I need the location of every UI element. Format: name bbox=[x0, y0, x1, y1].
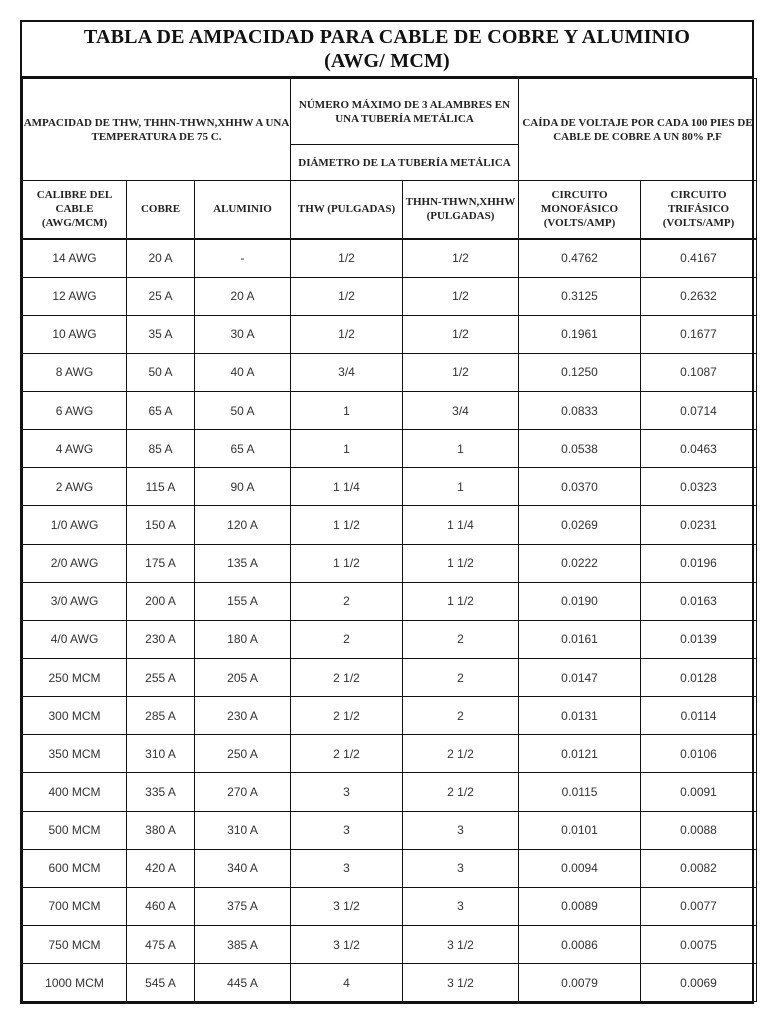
cell-thhn: 3 1/2 bbox=[403, 964, 519, 1002]
table-row bbox=[23, 277, 757, 315]
cell-monofasico: 0.0833 bbox=[519, 392, 641, 430]
cell-aluminio: 445 A bbox=[195, 964, 291, 1002]
cell-aluminio: 250 A bbox=[195, 735, 291, 773]
cell-aluminio: 30 A bbox=[195, 315, 291, 353]
cell-thw: 1/2 bbox=[291, 277, 403, 315]
cell-thhn: 1 1/2 bbox=[403, 582, 519, 620]
cell-calibre: 3/0 AWG bbox=[23, 582, 127, 620]
title-line-2: (AWG/ MCM) bbox=[324, 50, 450, 72]
cell-thhn: 3 1/2 bbox=[403, 926, 519, 964]
cell-trifasico: 0.0077 bbox=[641, 887, 757, 925]
table-row bbox=[23, 659, 757, 697]
cell-trifasico: 0.0128 bbox=[641, 659, 757, 697]
cell-calibre: 4/0 AWG bbox=[23, 620, 127, 658]
table-row bbox=[23, 620, 757, 658]
cell-calibre: 300 MCM bbox=[23, 697, 127, 735]
cell-cobre: 475 A bbox=[127, 926, 195, 964]
cell-cobre: 255 A bbox=[127, 659, 195, 697]
cell-thhn: 1/2 bbox=[403, 277, 519, 315]
cell-thhn: 3 bbox=[403, 887, 519, 925]
cell-aluminio: 135 A bbox=[195, 544, 291, 582]
cell-thw: 2 bbox=[291, 582, 403, 620]
header-aluminio: ALUMINIO bbox=[195, 181, 291, 239]
cell-thw: 2 1/2 bbox=[291, 697, 403, 735]
cell-aluminio: 155 A bbox=[195, 582, 291, 620]
cell-aluminio: 375 A bbox=[195, 887, 291, 925]
cell-calibre: 750 MCM bbox=[23, 926, 127, 964]
cell-thhn: 2 bbox=[403, 620, 519, 658]
cell-thw: 3 1/2 bbox=[291, 887, 403, 925]
cell-monofasico: 0.0121 bbox=[519, 735, 641, 773]
cell-aluminio: 230 A bbox=[195, 697, 291, 735]
cell-cobre: 175 A bbox=[127, 544, 195, 582]
cell-trifasico: 0.0106 bbox=[641, 735, 757, 773]
table-row bbox=[23, 506, 757, 544]
cell-aluminio: 20 A bbox=[195, 277, 291, 315]
cell-trifasico: 0.2632 bbox=[641, 277, 757, 315]
cell-monofasico: 0.0086 bbox=[519, 926, 641, 964]
table-row bbox=[23, 239, 757, 278]
cell-monofasico: 0.1250 bbox=[519, 353, 641, 391]
table-row bbox=[23, 468, 757, 506]
cell-monofasico: 0.0131 bbox=[519, 697, 641, 735]
cell-calibre: 1/0 AWG bbox=[23, 506, 127, 544]
cell-calibre: 2/0 AWG bbox=[23, 544, 127, 582]
cell-aluminio: 310 A bbox=[195, 811, 291, 849]
cell-trifasico: 0.0082 bbox=[641, 849, 757, 887]
table-row bbox=[23, 353, 757, 391]
cell-monofasico: 0.0538 bbox=[519, 430, 641, 468]
cell-calibre: 500 MCM bbox=[23, 811, 127, 849]
cell-thw: 2 1/2 bbox=[291, 735, 403, 773]
cell-cobre: 115 A bbox=[127, 468, 195, 506]
cell-thw: 3 bbox=[291, 811, 403, 849]
table-row bbox=[23, 544, 757, 582]
cell-aluminio: 50 A bbox=[195, 392, 291, 430]
cell-thhn: 1/2 bbox=[403, 239, 519, 278]
table-row bbox=[23, 926, 757, 964]
cell-trifasico: 0.1677 bbox=[641, 315, 757, 353]
table-row bbox=[23, 887, 757, 925]
cell-trifasico: 0.0091 bbox=[641, 773, 757, 811]
cell-monofasico: 0.0161 bbox=[519, 620, 641, 658]
cell-calibre: 6 AWG bbox=[23, 392, 127, 430]
table-row bbox=[23, 430, 757, 468]
cell-cobre: 335 A bbox=[127, 773, 195, 811]
table-body bbox=[23, 239, 757, 1002]
cell-aluminio: 205 A bbox=[195, 659, 291, 697]
cell-monofasico: 0.4762 bbox=[519, 239, 641, 278]
cell-aluminio: 120 A bbox=[195, 506, 291, 544]
cell-thhn: 1 1/2 bbox=[403, 544, 519, 582]
cell-aluminio: 180 A bbox=[195, 620, 291, 658]
header-monofasico: CIRCUITO MONOFÁSICO (VOLTS/AMP) bbox=[519, 181, 641, 239]
cell-thw: 1 1/2 bbox=[291, 506, 403, 544]
cell-thw: 3 bbox=[291, 773, 403, 811]
table-row bbox=[23, 964, 757, 1002]
cell-aluminio: 65 A bbox=[195, 430, 291, 468]
cell-aluminio: 270 A bbox=[195, 773, 291, 811]
cell-trifasico: 0.4167 bbox=[641, 239, 757, 278]
cell-trifasico: 0.0075 bbox=[641, 926, 757, 964]
table-row bbox=[23, 773, 757, 811]
cell-calibre: 4 AWG bbox=[23, 430, 127, 468]
cell-cobre: 285 A bbox=[127, 697, 195, 735]
cell-trifasico: 0.0163 bbox=[641, 582, 757, 620]
cell-cobre: 310 A bbox=[127, 735, 195, 773]
header-ampacidad: AMPACIDAD DE THW, THHN-THWN,XHHW A UNA TEMPERATURA DE 75 C. bbox=[23, 79, 291, 181]
cell-calibre: 1000 MCM bbox=[23, 964, 127, 1002]
cell-cobre: 25 A bbox=[127, 277, 195, 315]
cell-calibre: 2 AWG bbox=[23, 468, 127, 506]
cell-trifasico: 0.0323 bbox=[641, 468, 757, 506]
cell-monofasico: 0.0115 bbox=[519, 773, 641, 811]
cell-cobre: 35 A bbox=[127, 315, 195, 353]
cell-trifasico: 0.0069 bbox=[641, 964, 757, 1002]
title-line-1: TABLA DE AMPACIDAD PARA CABLE DE COBRE Y ALUMINIO bbox=[83, 26, 691, 48]
cell-monofasico: 0.0079 bbox=[519, 964, 641, 1002]
table-row bbox=[23, 849, 757, 887]
cell-thw: 3/4 bbox=[291, 353, 403, 391]
table-header bbox=[23, 79, 757, 239]
cell-trifasico: 0.1087 bbox=[641, 353, 757, 391]
cell-thhn: 1 bbox=[403, 430, 519, 468]
cell-calibre: 700 MCM bbox=[23, 887, 127, 925]
cell-thw: 1/2 bbox=[291, 239, 403, 278]
cell-thhn: 1 1/4 bbox=[403, 506, 519, 544]
table-row bbox=[23, 697, 757, 735]
cell-cobre: 460 A bbox=[127, 887, 195, 925]
cell-thw: 1 1/4 bbox=[291, 468, 403, 506]
cell-trifasico: 0.0196 bbox=[641, 544, 757, 582]
cell-thhn: 1/2 bbox=[403, 315, 519, 353]
cell-calibre: 14 AWG bbox=[23, 239, 127, 278]
cell-thw: 3 1/2 bbox=[291, 926, 403, 964]
cell-trifasico: 0.0114 bbox=[641, 697, 757, 735]
cell-calibre: 350 MCM bbox=[23, 735, 127, 773]
cell-thhn: 3 bbox=[403, 811, 519, 849]
cell-thhn: 1 bbox=[403, 468, 519, 506]
cell-thhn: 3/4 bbox=[403, 392, 519, 430]
cell-thw: 1 1/2 bbox=[291, 544, 403, 582]
cell-calibre: 600 MCM bbox=[23, 849, 127, 887]
cell-monofasico: 0.0094 bbox=[519, 849, 641, 887]
cell-thw: 1 bbox=[291, 392, 403, 430]
cell-aluminio: 40 A bbox=[195, 353, 291, 391]
cell-cobre: 85 A bbox=[127, 430, 195, 468]
cell-monofasico: 0.0190 bbox=[519, 582, 641, 620]
cell-thw: 2 1/2 bbox=[291, 659, 403, 697]
cell-cobre: 150 A bbox=[127, 506, 195, 544]
cell-calibre: 400 MCM bbox=[23, 773, 127, 811]
cell-trifasico: 0.0463 bbox=[641, 430, 757, 468]
cell-thw: 1 bbox=[291, 430, 403, 468]
cell-thw: 3 bbox=[291, 849, 403, 887]
cell-thhn: 2 1/2 bbox=[403, 735, 519, 773]
cell-cobre: 545 A bbox=[127, 964, 195, 1002]
cell-monofasico: 0.0101 bbox=[519, 811, 641, 849]
cell-cobre: 50 A bbox=[127, 353, 195, 391]
cell-calibre: 8 AWG bbox=[23, 353, 127, 391]
document-title bbox=[22, 22, 752, 78]
cell-cobre: 20 A bbox=[127, 239, 195, 278]
cell-thhn: 2 1/2 bbox=[403, 773, 519, 811]
table-row bbox=[23, 735, 757, 773]
cell-thhn: 2 bbox=[403, 659, 519, 697]
header-diametro: DIÁMETRO DE LA TUBERÍA METÁLICA bbox=[291, 145, 519, 181]
cell-calibre: 12 AWG bbox=[23, 277, 127, 315]
cell-monofasico: 0.0269 bbox=[519, 506, 641, 544]
cell-monofasico: 0.0147 bbox=[519, 659, 641, 697]
cell-aluminio: - bbox=[195, 239, 291, 278]
header-thw: THW (PULGADAS) bbox=[291, 181, 403, 239]
cell-cobre: 380 A bbox=[127, 811, 195, 849]
cell-thw: 4 bbox=[291, 964, 403, 1002]
header-trifasico: CIRCUITO TRIFÁSICO (VOLTS/AMP) bbox=[641, 181, 757, 239]
header-calibre: CALIBRE DEL CABLE (AWG/MCM) bbox=[23, 181, 127, 239]
header-numero-maximo: NÚMERO MÁXIMO DE 3 ALAMBRES EN UNA TUBERÍA METÁLICA bbox=[291, 79, 519, 145]
cell-aluminio: 385 A bbox=[195, 926, 291, 964]
table-row bbox=[23, 811, 757, 849]
cell-monofasico: 0.0089 bbox=[519, 887, 641, 925]
header-thhn: THHN-THWN,XHHW (PULGADAS) bbox=[403, 181, 519, 239]
cell-monofasico: 0.3125 bbox=[519, 277, 641, 315]
cell-monofasico: 0.0222 bbox=[519, 544, 641, 582]
cell-thhn: 1/2 bbox=[403, 353, 519, 391]
cell-trifasico: 0.0139 bbox=[641, 620, 757, 658]
cell-thhn: 3 bbox=[403, 849, 519, 887]
cell-thhn: 2 bbox=[403, 697, 519, 735]
cell-cobre: 420 A bbox=[127, 849, 195, 887]
cell-aluminio: 90 A bbox=[195, 468, 291, 506]
cell-calibre: 250 MCM bbox=[23, 659, 127, 697]
cell-cobre: 65 A bbox=[127, 392, 195, 430]
ampacity-table-document bbox=[20, 20, 754, 1004]
cell-monofasico: 0.1961 bbox=[519, 315, 641, 353]
ampacity-table bbox=[22, 78, 757, 1002]
cell-thw: 2 bbox=[291, 620, 403, 658]
table-row bbox=[23, 582, 757, 620]
header-cobre: COBRE bbox=[127, 181, 195, 239]
cell-cobre: 200 A bbox=[127, 582, 195, 620]
cell-calibre: 10 AWG bbox=[23, 315, 127, 353]
header-caida-voltaje: CAÍDA DE VOLTAJE POR CADA 100 PIES DE CABLE DE COBRE A UN 80% P.F bbox=[519, 79, 757, 181]
cell-aluminio: 340 A bbox=[195, 849, 291, 887]
cell-cobre: 230 A bbox=[127, 620, 195, 658]
table-row bbox=[23, 315, 757, 353]
cell-thw: 1/2 bbox=[291, 315, 403, 353]
cell-trifasico: 0.0714 bbox=[641, 392, 757, 430]
cell-monofasico: 0.0370 bbox=[519, 468, 641, 506]
cell-trifasico: 0.0231 bbox=[641, 506, 757, 544]
table-row bbox=[23, 392, 757, 430]
cell-trifasico: 0.0088 bbox=[641, 811, 757, 849]
